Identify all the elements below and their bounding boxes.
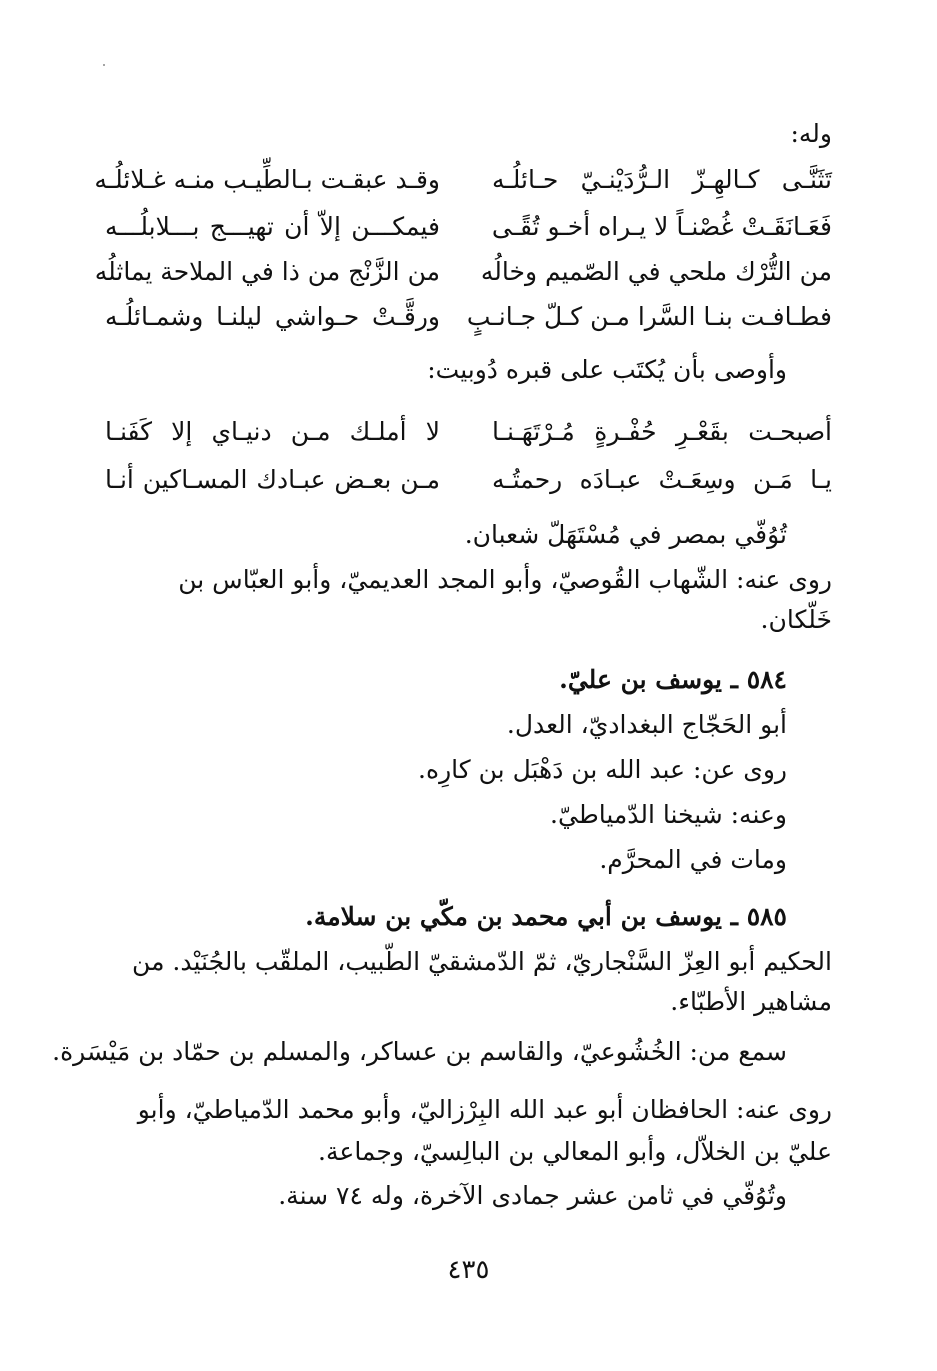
poem1-verse-3 bbox=[94, 250, 832, 294]
entry-585-desc-line-2: مشاهير الأطبّاء. bbox=[670, 987, 832, 1016]
entry-584-by: وعنه: شيخنا الدّمياطيّ. bbox=[550, 800, 787, 829]
hemistich-right: أصبحـت بقَعْـرِ حُفْـرةٍ مُـرْتَهَـنـا bbox=[492, 417, 832, 446]
entry-585-death: وتُوُفّي في ثامن عشر جمادى الآخرة، وله ٧٤ سنة. bbox=[278, 1181, 787, 1210]
poem2-intro: وأوصى بأن يُكتَب على قبره دُوبيت: bbox=[427, 355, 787, 384]
poem1-verse-2 bbox=[105, 205, 832, 249]
entry-585-heard: سمع من: الخُشُوعيّ، والقاسم بن عساكر، والمسلم بن حمّاد بن مَيْسَرة. bbox=[52, 1037, 787, 1066]
poem-intro: وله: bbox=[790, 119, 832, 148]
entry-585-narrators-line-2: عليّ بن الخلاّل، وأبو المعالي بن البالِسيّ، وجماعة. bbox=[318, 1137, 832, 1166]
narrators-line-2: خَلّكان. bbox=[760, 605, 832, 634]
death-date: تُوُفّي بمصر في مُسْتَهَلّ شعبان. bbox=[464, 520, 787, 549]
hemistich-left: وقـد عبقـت بـالطِّيـب منـه غـلائلُـه bbox=[94, 165, 440, 194]
poem1-verse-4 bbox=[105, 295, 832, 339]
entry-585-narrators-line-1: روى عنه: الحافظان أبو عبد الله البِرْزاليّ، وأبو محمد الدّمياطيّ، وأبو bbox=[137, 1095, 832, 1124]
hemistich-right: من التُّرْك ملحي في الصّميم وخالُه bbox=[480, 257, 832, 286]
hemistich-right: فطـافـت بنـا السَّرا مـن كـلّ جـانـبٍ bbox=[466, 302, 832, 331]
entry-585-heading: ٥٨٥ ـ يوسف بن أبي محمد بن مكّي بن سلامة. bbox=[305, 902, 787, 931]
entry-584-heading: ٥٨٤ ـ يوسف بن عليّ. bbox=[559, 665, 787, 694]
narrators-line-1: روى عنه: الشّهاب القُوصيّ، وأبو المجد العديميّ، وأبو العبّاس بن bbox=[178, 565, 832, 594]
hemistich-left: مـن بعـض عبـادك المسـاكين أنـا bbox=[105, 465, 440, 494]
hemistich-right: يـا مَـن وسِعَـتْ عبـادَه رحمتُـه bbox=[492, 465, 832, 494]
hemistich-left: ورقَّـتْ حـواشي ليلنـا وشمـائلُـه bbox=[105, 302, 440, 331]
hemistich-right: تَثَنَّـى كـالهِـزّ الـرُّدَيْنـيّ حـائلُـه bbox=[492, 165, 832, 194]
scan-speck bbox=[103, 64, 105, 66]
hemistich-left: من الزَّنْج من ذا في الملاحة يماثلُه bbox=[94, 257, 440, 286]
page-number: ٤٣٥ bbox=[447, 1255, 490, 1285]
hemistich-left: لا أملـك مـن دنيـاي إلا كَفَنـا bbox=[105, 417, 440, 446]
poem1-verse-1 bbox=[94, 158, 832, 202]
hemistich-left: فيمكـــن إلاّ أن تهيـــج بـــلابلُـــه bbox=[105, 212, 440, 241]
poem2-verse-1 bbox=[105, 410, 832, 454]
poem2-verse-2 bbox=[105, 458, 832, 502]
hemistich-right: فَعَـانَقَـتْ غُصْنـاً لا يـراه أخـو تُقًـى bbox=[491, 212, 832, 241]
entry-584-from: روى عن: عبد الله بن دَهْبَل بن كارِه. bbox=[418, 755, 787, 784]
entry-584-kunya: أبو الحَجّاج البغداديّ، العدل. bbox=[506, 710, 787, 739]
entry-584-death: ومات في المحرَّم. bbox=[599, 845, 787, 874]
entry-585-desc-line-1: الحكيم أبو العِزّ السَّنْجاريّ، ثمّ الدّمشقيّ الطّبيب، الملقّب بالجُنَيْد. من bbox=[132, 947, 832, 976]
